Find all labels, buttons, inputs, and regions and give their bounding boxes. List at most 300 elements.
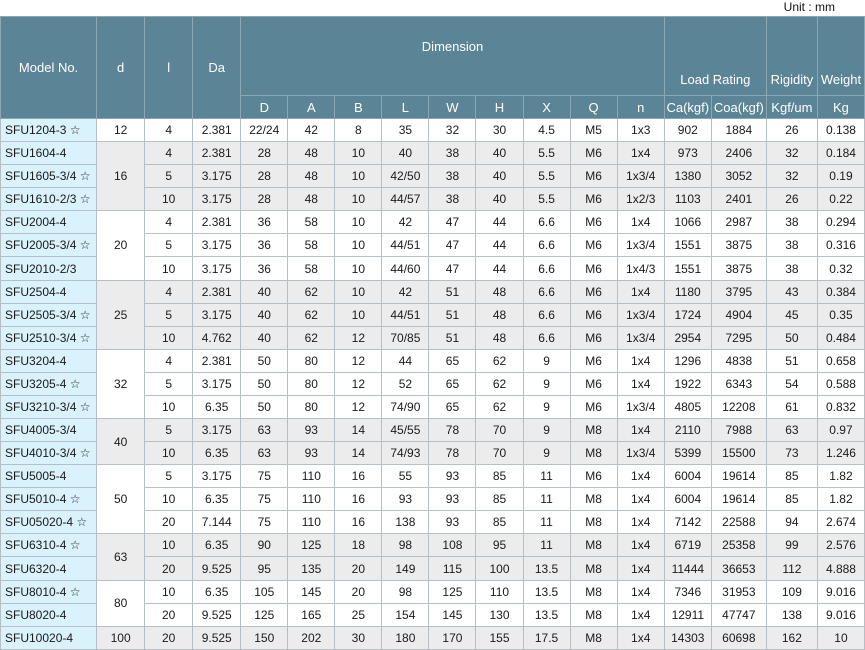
cell-rig: 162 xyxy=(766,626,817,649)
cell-da: 2.381 xyxy=(193,211,241,234)
cell-x: 4.5 xyxy=(523,119,570,142)
cell-n: 1x4 xyxy=(617,349,664,372)
model-number-cell: SFU6310-4 ☆ xyxy=(1,534,97,557)
cell-ca: 1103 xyxy=(664,188,711,211)
cell-l: 10 xyxy=(145,326,193,349)
cell-rig: 32 xyxy=(766,142,817,165)
cell-q: M5 xyxy=(570,119,617,142)
cell-rig: 85 xyxy=(766,465,817,488)
cell-kg: 10 xyxy=(817,626,864,649)
cell-d: 95 xyxy=(241,557,288,580)
subheader-cell: Coa(kgf) xyxy=(711,96,766,119)
cell-coa: 19614 xyxy=(711,488,766,511)
cell-l: 42 xyxy=(382,211,429,234)
cell-a: 48 xyxy=(288,142,335,165)
cell-l: 10 xyxy=(145,188,193,211)
cell-da: 6.35 xyxy=(193,442,241,465)
cell-n: 1x4 xyxy=(617,372,664,395)
cell-q: M8 xyxy=(570,626,617,649)
cell-h: 40 xyxy=(476,188,523,211)
cell-ca: 1922 xyxy=(664,372,711,395)
cell-da: 3.175 xyxy=(193,372,241,395)
cell-n: 1x3 xyxy=(617,119,664,142)
cell-l: 44 xyxy=(382,349,429,372)
cell-d: 40 xyxy=(241,303,288,326)
cell-kg: 0.832 xyxy=(817,395,864,418)
cell-a: 202 xyxy=(288,626,335,649)
cell-d: 28 xyxy=(241,165,288,188)
cell-ca: 4805 xyxy=(664,395,711,418)
cell-da: 6.35 xyxy=(193,488,241,511)
shaft-diameter-cell: 100 xyxy=(97,626,145,649)
cell-q: M6 xyxy=(570,142,617,165)
cell-coa: 19614 xyxy=(711,465,766,488)
cell-da: 9.525 xyxy=(193,557,241,580)
shaft-diameter-cell: 20 xyxy=(97,211,145,280)
cell-b: 18 xyxy=(335,534,382,557)
cell-b: 14 xyxy=(335,442,382,465)
cell-h: 85 xyxy=(476,465,523,488)
cell-b: 10 xyxy=(335,142,382,165)
cell-l: 5 xyxy=(145,234,193,257)
cell-n: 1x3/4 xyxy=(617,395,664,418)
cell-w: 51 xyxy=(429,280,476,303)
cell-l: 10 xyxy=(145,580,193,603)
cell-ca: 973 xyxy=(664,142,711,165)
cell-l: 10 xyxy=(145,257,193,280)
cell-x: 13.5 xyxy=(523,580,570,603)
cell-q: M8 xyxy=(570,534,617,557)
cell-coa: 15500 xyxy=(711,442,766,465)
cell-ca: 7346 xyxy=(664,580,711,603)
cell-rig: 38 xyxy=(766,257,817,280)
cell-q: M8 xyxy=(570,557,617,580)
cell-b: 12 xyxy=(335,395,382,418)
cell-l: 20 xyxy=(145,626,193,649)
cell-coa: 12208 xyxy=(711,395,766,418)
cell-q: M6 xyxy=(570,326,617,349)
cell-d: 50 xyxy=(241,372,288,395)
cell-da: 7.144 xyxy=(193,511,241,534)
cell-coa: 36653 xyxy=(711,557,766,580)
cell-l: 20 xyxy=(145,603,193,626)
cell-l: 5 xyxy=(145,419,193,442)
cell-coa: 2987 xyxy=(711,211,766,234)
cell-d: 63 xyxy=(241,442,288,465)
cell-rig: 43 xyxy=(766,280,817,303)
cell-l: 5 xyxy=(145,165,193,188)
cell-a: 165 xyxy=(288,603,335,626)
cell-h: 40 xyxy=(476,142,523,165)
model-number-cell: SFU4010-3/4 ☆ xyxy=(1,442,97,465)
cell-a: 135 xyxy=(288,557,335,580)
cell-rig: 61 xyxy=(766,395,817,418)
cell-b: 8 xyxy=(335,119,382,142)
cell-l: 5 xyxy=(145,465,193,488)
cell-b: 16 xyxy=(335,511,382,534)
cell-a: 58 xyxy=(288,257,335,280)
model-number-cell: SFU3205-4 ☆ xyxy=(1,372,97,395)
cell-coa: 25358 xyxy=(711,534,766,557)
header-load-rating: Load Rating xyxy=(664,17,766,96)
cell-d: 63 xyxy=(241,419,288,442)
cell-x: 5.5 xyxy=(523,165,570,188)
cell-da: 3.175 xyxy=(193,419,241,442)
cell-a: 93 xyxy=(288,419,335,442)
cell-h: 62 xyxy=(476,349,523,372)
shaft-diameter-cell: 12 xyxy=(97,119,145,142)
cell-l: 180 xyxy=(382,626,429,649)
cell-ca: 11444 xyxy=(664,557,711,580)
model-number-cell: SFU3204-4 xyxy=(1,349,97,372)
cell-w: 170 xyxy=(429,626,476,649)
table-row xyxy=(1,419,865,442)
model-number-cell: SFU10020-4 xyxy=(1,626,97,649)
cell-kg: 4.888 xyxy=(817,557,864,580)
model-number-cell: SFU6320-4 xyxy=(1,557,97,580)
cell-l: 10 xyxy=(145,534,193,557)
cell-b: 10 xyxy=(335,280,382,303)
cell-d: 22/24 xyxy=(241,119,288,142)
shaft-diameter-cell: 63 xyxy=(97,534,145,580)
model-number-cell: SFU05020-4 ☆ xyxy=(1,511,97,534)
cell-x: 6.6 xyxy=(523,280,570,303)
cell-l: 5 xyxy=(145,372,193,395)
cell-h: 30 xyxy=(476,119,523,142)
cell-l: 45/55 xyxy=(382,419,429,442)
cell-h: 48 xyxy=(476,303,523,326)
model-number-cell: SFU8010-4 ☆ xyxy=(1,580,97,603)
header-model: Model No. xyxy=(1,17,97,119)
cell-x: 6.6 xyxy=(523,303,570,326)
cell-x: 6.6 xyxy=(523,234,570,257)
cell-l: 149 xyxy=(382,557,429,580)
table-row xyxy=(1,142,865,165)
cell-x: 13.5 xyxy=(523,603,570,626)
cell-d: 36 xyxy=(241,257,288,280)
cell-l: 98 xyxy=(382,534,429,557)
cell-kg: 0.184 xyxy=(817,142,864,165)
model-number-cell: SFU1610-2/3 ☆ xyxy=(1,188,97,211)
cell-l: 10 xyxy=(145,442,193,465)
cell-l: 35 xyxy=(382,119,429,142)
cell-h: 62 xyxy=(476,372,523,395)
model-number-cell: SFU2010-2/3 xyxy=(1,257,97,280)
model-number-cell: SFU8020-4 xyxy=(1,603,97,626)
cell-n: 1x4/3 xyxy=(617,257,664,280)
cell-q: M8 xyxy=(570,580,617,603)
cell-w: 108 xyxy=(429,534,476,557)
cell-ca: 7142 xyxy=(664,511,711,534)
cell-kg: 9.016 xyxy=(817,580,864,603)
cell-b: 10 xyxy=(335,234,382,257)
cell-n: 1x4 xyxy=(617,626,664,649)
cell-ca: 1066 xyxy=(664,211,711,234)
cell-da: 6.35 xyxy=(193,534,241,557)
cell-b: 20 xyxy=(335,580,382,603)
cell-l: 44/60 xyxy=(382,257,429,280)
unit-label: Unit : mm xyxy=(783,0,835,14)
cell-n: 1x4 xyxy=(617,580,664,603)
cell-a: 48 xyxy=(288,188,335,211)
cell-kg: 9.016 xyxy=(817,603,864,626)
cell-b: 25 xyxy=(335,603,382,626)
cell-d: 50 xyxy=(241,395,288,418)
cell-ca: 5399 xyxy=(664,442,711,465)
cell-d: 28 xyxy=(241,142,288,165)
cell-w: 78 xyxy=(429,442,476,465)
cell-h: 70 xyxy=(476,419,523,442)
cell-rig: 73 xyxy=(766,442,817,465)
cell-kg: 0.316 xyxy=(817,234,864,257)
cell-coa: 4904 xyxy=(711,303,766,326)
cell-h: 70 xyxy=(476,442,523,465)
subheader-cell: Q xyxy=(570,96,617,119)
cell-w: 38 xyxy=(429,142,476,165)
cell-rig: 26 xyxy=(766,188,817,211)
table-row xyxy=(1,580,865,603)
cell-w: 51 xyxy=(429,326,476,349)
cell-kg: 0.22 xyxy=(817,188,864,211)
cell-rig: 54 xyxy=(766,372,817,395)
cell-l: 4 xyxy=(145,142,193,165)
cell-b: 30 xyxy=(335,626,382,649)
shaft-diameter-cell: 25 xyxy=(97,280,145,349)
cell-q: M6 xyxy=(570,280,617,303)
subheader-cell: W xyxy=(429,96,476,119)
cell-a: 58 xyxy=(288,211,335,234)
cell-l: 4 xyxy=(145,280,193,303)
cell-coa: 4838 xyxy=(711,349,766,372)
cell-a: 48 xyxy=(288,165,335,188)
subheader-cell: H xyxy=(476,96,523,119)
shaft-diameter-cell: 32 xyxy=(97,349,145,418)
cell-w: 32 xyxy=(429,119,476,142)
cell-h: 100 xyxy=(476,557,523,580)
cell-d: 150 xyxy=(241,626,288,649)
cell-da: 3.175 xyxy=(193,303,241,326)
header-d: d xyxy=(97,17,145,119)
cell-q: M8 xyxy=(570,419,617,442)
cell-da: 2.381 xyxy=(193,119,241,142)
cell-d: 105 xyxy=(241,580,288,603)
cell-ca: 2110 xyxy=(664,419,711,442)
cell-a: 145 xyxy=(288,580,335,603)
cell-n: 1x4 xyxy=(617,419,664,442)
subheader-cell: Kg xyxy=(817,96,864,119)
cell-rig: 138 xyxy=(766,603,817,626)
cell-d: 40 xyxy=(241,326,288,349)
cell-l: 44/51 xyxy=(382,234,429,257)
cell-b: 20 xyxy=(335,557,382,580)
cell-h: 40 xyxy=(476,165,523,188)
cell-coa: 2401 xyxy=(711,188,766,211)
cell-h: 130 xyxy=(476,603,523,626)
cell-a: 80 xyxy=(288,395,335,418)
cell-w: 38 xyxy=(429,188,476,211)
cell-coa: 6343 xyxy=(711,372,766,395)
cell-x: 17.5 xyxy=(523,626,570,649)
cell-coa: 1884 xyxy=(711,119,766,142)
cell-ca: 1551 xyxy=(664,234,711,257)
cell-x: 9 xyxy=(523,395,570,418)
cell-coa: 31953 xyxy=(711,580,766,603)
subheader-cell: B xyxy=(335,96,382,119)
cell-l: 42/50 xyxy=(382,165,429,188)
cell-d: 125 xyxy=(241,603,288,626)
cell-rig: 85 xyxy=(766,488,817,511)
cell-ca: 14303 xyxy=(664,626,711,649)
cell-rig: 32 xyxy=(766,165,817,188)
cell-b: 10 xyxy=(335,211,382,234)
cell-kg: 1.82 xyxy=(817,488,864,511)
table-row xyxy=(1,211,865,234)
table-row xyxy=(1,349,865,372)
shaft-diameter-cell: 80 xyxy=(97,580,145,626)
cell-h: 48 xyxy=(476,280,523,303)
subheader-cell: X xyxy=(523,96,570,119)
cell-a: 80 xyxy=(288,372,335,395)
cell-h: 44 xyxy=(476,257,523,280)
cell-a: 62 xyxy=(288,280,335,303)
cell-h: 85 xyxy=(476,511,523,534)
cell-x: 6.6 xyxy=(523,257,570,280)
cell-h: 155 xyxy=(476,626,523,649)
cell-kg: 0.19 xyxy=(817,165,864,188)
cell-da: 9.525 xyxy=(193,626,241,649)
cell-kg: 0.484 xyxy=(817,326,864,349)
subheader-cell: Kgf/um xyxy=(766,96,817,119)
cell-w: 65 xyxy=(429,372,476,395)
cell-rig: 50 xyxy=(766,326,817,349)
cell-a: 110 xyxy=(288,465,335,488)
cell-x: 9 xyxy=(523,419,570,442)
cell-ca: 902 xyxy=(664,119,711,142)
cell-x: 11 xyxy=(523,488,570,511)
cell-n: 1x3/4 xyxy=(617,234,664,257)
cell-w: 65 xyxy=(429,349,476,372)
cell-l: 74/90 xyxy=(382,395,429,418)
cell-da: 2.381 xyxy=(193,142,241,165)
cell-rig: 38 xyxy=(766,234,817,257)
model-number-cell: SFU1605-3/4 ☆ xyxy=(1,165,97,188)
cell-x: 11 xyxy=(523,511,570,534)
subheader-cell: L xyxy=(382,96,429,119)
cell-a: 58 xyxy=(288,234,335,257)
cell-l: 42 xyxy=(382,280,429,303)
cell-da: 9.525 xyxy=(193,603,241,626)
cell-q: M6 xyxy=(570,465,617,488)
cell-kg: 0.97 xyxy=(817,419,864,442)
shaft-diameter-cell: 16 xyxy=(97,142,145,211)
cell-d: 75 xyxy=(241,488,288,511)
cell-a: 125 xyxy=(288,534,335,557)
cell-kg: 0.658 xyxy=(817,349,864,372)
cell-ca: 1724 xyxy=(664,303,711,326)
cell-x: 11 xyxy=(523,465,570,488)
cell-w: 145 xyxy=(429,603,476,626)
cell-d: 36 xyxy=(241,234,288,257)
cell-rig: 99 xyxy=(766,534,817,557)
cell-kg: 0.588 xyxy=(817,372,864,395)
cell-n: 1x4 xyxy=(617,511,664,534)
subheader-cell: D xyxy=(241,96,288,119)
cell-q: M6 xyxy=(570,349,617,372)
model-number-cell: SFU2504-4 xyxy=(1,280,97,303)
table-row xyxy=(1,465,865,488)
cell-x: 9 xyxy=(523,372,570,395)
cell-n: 1x4 xyxy=(617,603,664,626)
cell-rig: 109 xyxy=(766,580,817,603)
cell-da: 3.175 xyxy=(193,165,241,188)
cell-l: 20 xyxy=(145,511,193,534)
cell-kg: 0.35 xyxy=(817,303,864,326)
cell-w: 47 xyxy=(429,234,476,257)
cell-ca: 1180 xyxy=(664,280,711,303)
cell-b: 10 xyxy=(335,257,382,280)
ball-screw-spec-table xyxy=(0,16,865,650)
cell-ca: 12911 xyxy=(664,603,711,626)
cell-x: 13.5 xyxy=(523,557,570,580)
cell-a: 93 xyxy=(288,442,335,465)
cell-rig: 38 xyxy=(766,211,817,234)
table-row xyxy=(1,534,865,557)
cell-l: 40 xyxy=(382,142,429,165)
model-number-cell: SFU2005-3/4 ☆ xyxy=(1,234,97,257)
cell-n: 1x4 xyxy=(617,465,664,488)
cell-b: 10 xyxy=(335,303,382,326)
cell-n: 1x2/3 xyxy=(617,188,664,211)
cell-kg: 2.674 xyxy=(817,511,864,534)
cell-da: 3.175 xyxy=(193,257,241,280)
cell-q: M6 xyxy=(570,165,617,188)
cell-n: 1x3/4 xyxy=(617,442,664,465)
cell-w: 93 xyxy=(429,488,476,511)
cell-b: 10 xyxy=(335,188,382,211)
cell-l: 52 xyxy=(382,372,429,395)
cell-ca: 1296 xyxy=(664,349,711,372)
cell-w: 38 xyxy=(429,165,476,188)
cell-da: 4.762 xyxy=(193,326,241,349)
cell-q: M6 xyxy=(570,303,617,326)
cell-q: M8 xyxy=(570,603,617,626)
cell-l: 138 xyxy=(382,511,429,534)
cell-q: M6 xyxy=(570,234,617,257)
cell-w: 47 xyxy=(429,211,476,234)
cell-rig: 51 xyxy=(766,349,817,372)
cell-x: 11 xyxy=(523,534,570,557)
cell-n: 1x3/4 xyxy=(617,165,664,188)
cell-h: 110 xyxy=(476,580,523,603)
cell-h: 44 xyxy=(476,234,523,257)
cell-l: 74/93 xyxy=(382,442,429,465)
cell-l: 10 xyxy=(145,395,193,418)
cell-kg: 1.246 xyxy=(817,442,864,465)
cell-l: 98 xyxy=(382,580,429,603)
model-number-cell: SFU2510-3/4 ☆ xyxy=(1,326,97,349)
cell-w: 47 xyxy=(429,257,476,280)
cell-l: 20 xyxy=(145,557,193,580)
cell-l: 4 xyxy=(145,119,193,142)
cell-h: 95 xyxy=(476,534,523,557)
cell-coa: 7295 xyxy=(711,326,766,349)
cell-kg: 0.384 xyxy=(817,280,864,303)
model-number-cell: SFU1204-3 ☆ xyxy=(1,119,97,142)
model-number-cell: SFU3210-3/4 ☆ xyxy=(1,395,97,418)
model-number-cell: SFU5005-4 xyxy=(1,465,97,488)
shaft-diameter-cell: 40 xyxy=(97,419,145,465)
cell-da: 3.175 xyxy=(193,234,241,257)
